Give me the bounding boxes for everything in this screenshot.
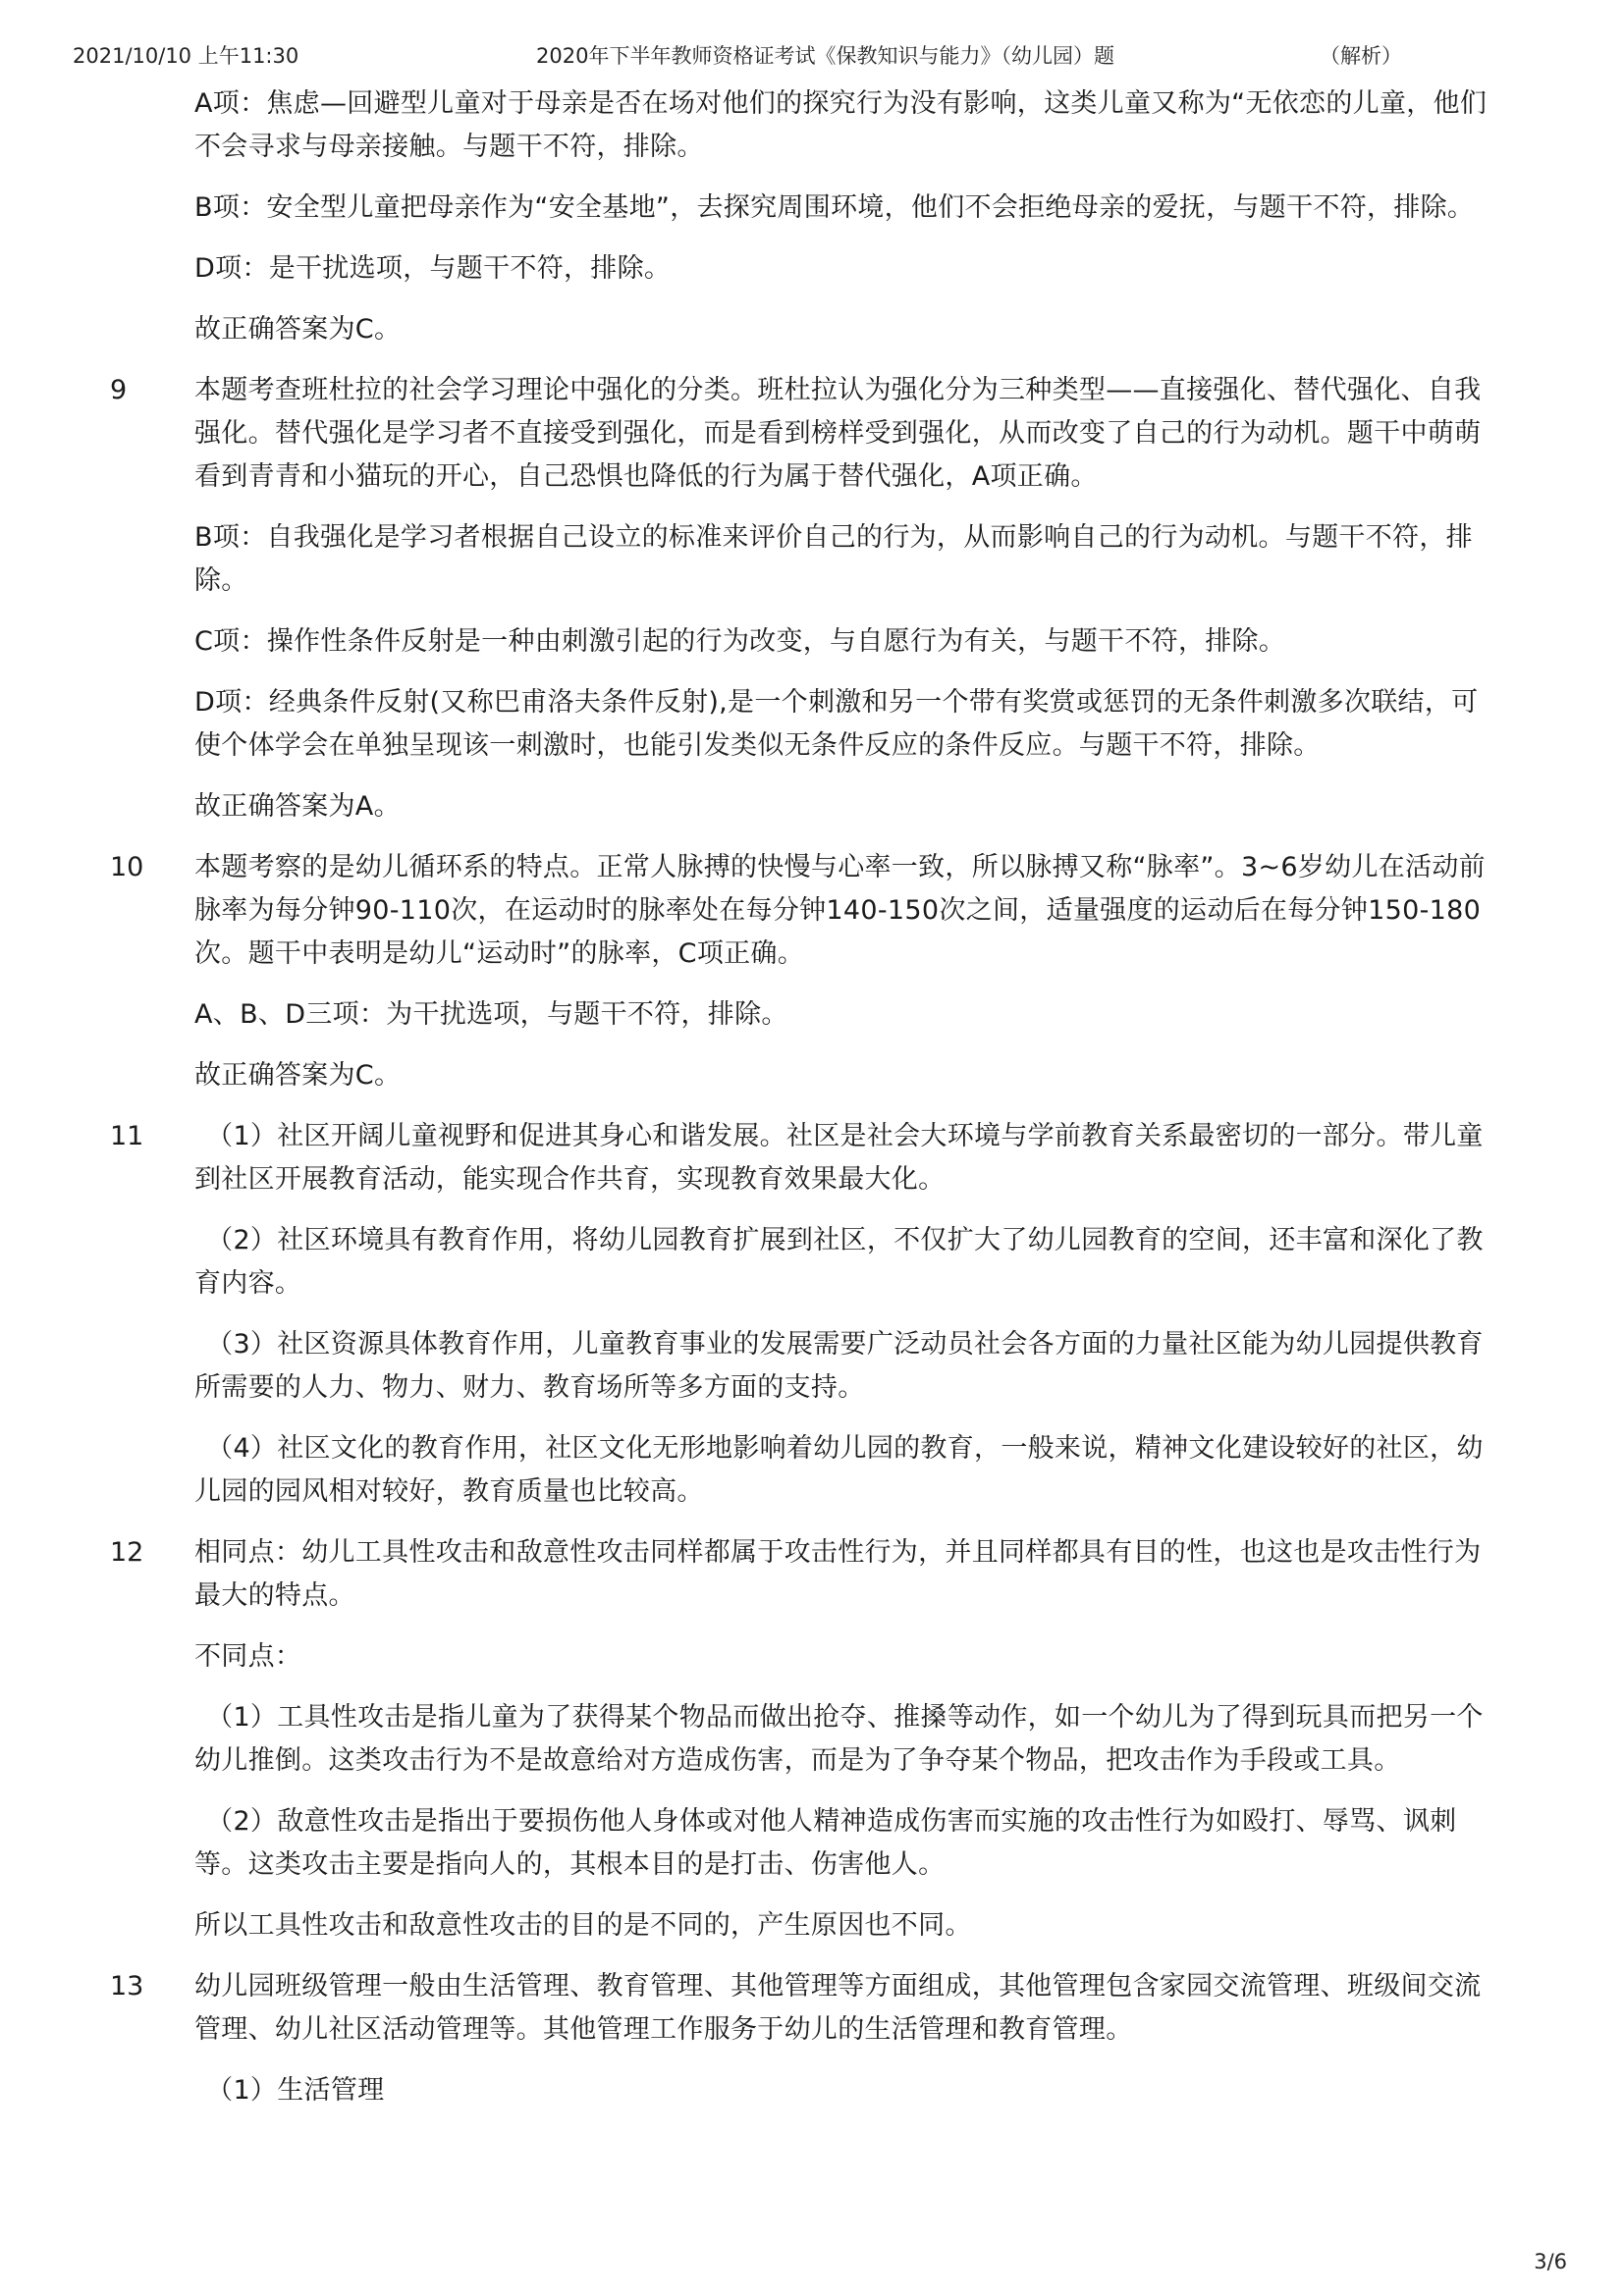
answer-content [110,82,1504,2130]
answer-paragraph: B项：安全型儿童把母亲作为“安全基地”，去探究周围环境，他们不会拒绝母亲的爱抚，与题干不符，排除。 [194,192,1475,223]
document-title: 2020年下半年教师资格证考试《保教知识与能力》（幼儿园）题 [536,44,1114,68]
answer-block [110,1965,1504,2112]
answer-paragraph: D项：经典条件反射(又称巴甫洛夫条件反射),是一个刺激和另一个带有奖赏或惩罚的无条件刺激多次联结，可使个体学会在单独呈现该一刺激时，也能引发类似无条件反应的条件反应。与题干不符，排除。 [194,687,1479,761]
answer-paragraph: 不同点： [194,1641,302,1672]
answer-paragraph: （4）社区文化的教育作用，社区文化无形地影响着幼儿园的教育，一般来说，精神文化建设较好的社区，幼儿园的园风相对较好，教育质量也比较高。 [194,1433,1484,1507]
answer-paragraph: A、B、D三项：为干扰选项，与题干不符，排除。 [194,999,788,1030]
page-indicator: 3/6 [1534,2250,1567,2273]
answer-paragraph: B项：自我强化是学习者根据自己设立的标准来评价自己的行为，从而影响自己的行为动机。与题干不符，排除。 [194,522,1473,596]
answer-paragraph: 本题考查班杜拉的社会学习理论中强化的分类。班杜拉认为强化分为三种类型——直接强化、替代强化、自我强化。替代强化是学习者不直接受到强化，而是看到榜样受到强化，从而改变了自己的行为动机。题干中萌萌看到青青和小猫玩的开心，自己恐惧也降低的行为属于替代强化，A项正确。 [194,375,1482,492]
answer-block [110,846,1504,1097]
answer-paragraph: A项：焦虑—回避型儿童对于母亲是否在场对他们的探究行为没有影响，这类儿童又称为“无依恋的儿童，他们不会寻求与母亲接触。与题干不符，排除。 [194,88,1488,162]
question-number: 13 [110,1971,144,2002]
answer-paragraph: （1）社区开阔儿童视野和促进其身心和谐发展。社区是社会大环境与学前教育关系最密切的一部分。带儿童到社区开展教育活动，能实现合作共育，实现教育效果最大化。 [194,1121,1484,1195]
answer-paragraph: （3）社区资源具体教育作用，儿童教育事业的发展需要广泛动员社会各方面的力量社区能为幼儿园提供教育所需要的人力、物力、财力、教育场所等多方面的支持。 [194,1329,1484,1403]
answer-paragraph: （2）社区环境具有教育作用，将幼儿园教育扩展到社区，不仅扩大了幼儿园教育的空间，还丰富和深化了教育内容。 [194,1225,1484,1299]
answer-paragraph: （2）敌意性攻击是指出于要损伤他人身体或对他人精神造成伤害而实施的攻击性行为如殴打、辱骂、讽刺等。这类攻击主要是指向人的，其根本目的是打击、伤害他人。 [194,1806,1457,1880]
answer-paragraph: 故正确答案为A。 [194,791,401,822]
question-number: 12 [110,1537,144,1568]
answer-block [110,82,1504,351]
answer-paragraph: 本题考察的是幼儿循环系的特点。正常人脉搏的快慢与心率一致，所以脉搏又称“脉率”。3~6岁幼儿在活动前脉率为每分钟90-110次，在运动时的脉率处在每分钟140-150次之间，适量强度的运动后在每分钟150-180次。题干中表明是幼儿“运动时”的脉率，C项正确。 [194,852,1486,969]
answer-paragraph: 故正确答案为C。 [194,1060,402,1091]
answer-paragraph: D项：是干扰选项，与题干不符，排除。 [194,253,672,284]
answer-paragraph: C项：操作性条件反射是一种由刺激引起的行为改变，与自愿行为有关，与题干不符，排除。 [194,626,1286,657]
answer-paragraph: （1）工具性攻击是指儿童为了获得某个物品而做出抢夺、推搡等动作，如一个幼儿为了得到玩具而把另一个幼儿推倒。这类攻击行为不是故意给对方造成伤害，而是为了争夺某个物品，把攻击作为手段或工具。 [194,1702,1484,1776]
document-tag: （解析） [1320,44,1402,68]
answer-block [110,369,1504,828]
answer-paragraph: （1）生活管理 [206,2075,385,2106]
answer-paragraph: 幼儿园班级管理一般由生活管理、教育管理、其他管理等方面组成，其他管理包含家园交流管理、班级间交流管理、幼儿社区活动管理等。其他管理工作服务于幼儿的生活管理和教育管理。 [194,1971,1482,2045]
question-number: 9 [110,375,128,405]
answer-block [110,1115,1504,1514]
answer-paragraph: 故正确答案为C。 [194,314,402,345]
answer-paragraph: 相同点：幼儿工具性攻击和敌意性攻击同样都属于攻击性行为，并且同样都具有目的性，也这也是攻击性行为最大的特点。 [194,1537,1482,1611]
question-number: 10 [110,852,144,882]
question-number: 11 [110,1121,144,1151]
answer-paragraph: 所以工具性攻击和敌意性攻击的目的是不同的，产生原因也不同。 [194,1910,972,1941]
answer-block [110,1531,1504,1948]
print-date: 2021/10/10 上午11:30 [73,44,299,68]
